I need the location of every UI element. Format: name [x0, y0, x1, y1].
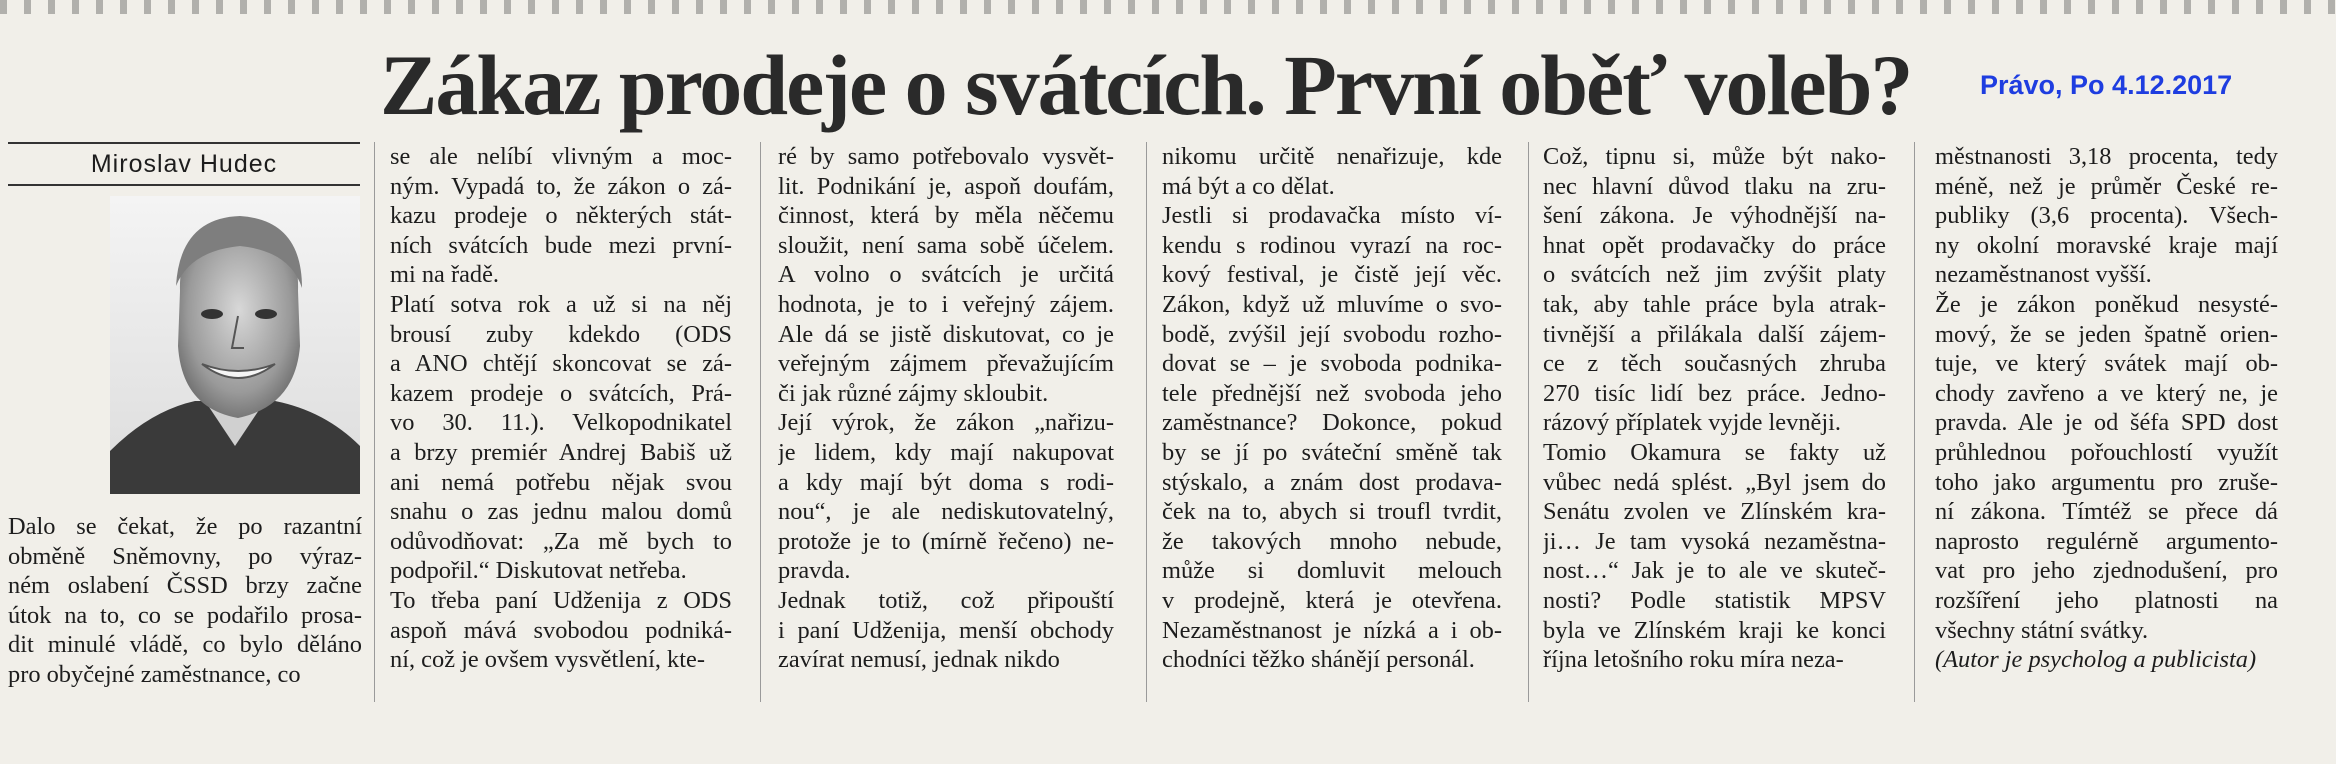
article-column-2: [390, 142, 732, 675]
column-divider: [1146, 142, 1147, 702]
text-line: A volno o svátcích je určitá: [778, 261, 1114, 289]
text-line: tele přednější než svoboda jeho: [1162, 379, 1502, 407]
article-column-4: [1162, 142, 1502, 675]
text-line: vo 30. 11.). Velkopodnikatel: [390, 409, 732, 437]
text-line: veřejným zájmem převažujícím: [778, 350, 1114, 378]
text-line: méně, než je průměr České re-: [1935, 172, 2278, 200]
text-line: odůvodňovat: „Za mě bych to: [390, 527, 732, 555]
article-column-1: [8, 512, 362, 690]
text-line: nikomu určitě nenařizuje, kde: [1162, 143, 1502, 170]
text-line: dovat se – je svoboda podnika-: [1162, 350, 1502, 378]
text-line: byla ve Zlínském kraji ke konci: [1543, 616, 1886, 644]
text-line: Senátu zvolen ve Zlínském kra-: [1543, 498, 1886, 526]
text-line: Zákon, když už mluvíme o svo-: [1162, 290, 1502, 318]
text-line: ani nemá potřebu nějak svou: [390, 468, 732, 496]
text-line: útok na to, co se podařilo prosa-: [8, 601, 362, 629]
text-line: městnanosti 3,18 procenta, tedy: [1935, 143, 2278, 170]
headline: Zákaz prodeje o svátcích. První oběť voleb?: [380, 37, 1912, 133]
text-line: ce z těch současných zhruba: [1543, 350, 1886, 378]
text-line: pravda. Ale je od šéfa SPD dost: [1935, 409, 2278, 437]
text-line: chody zavřeno a ve který ne, je: [1935, 379, 2278, 407]
text-line: a brzy premiér Andrej Babiš už: [390, 438, 732, 466]
text-line: ji… Je tam vysoká nezaměstna-: [1543, 527, 1886, 555]
text-line: se ale nelíbí vlivným a moc-: [390, 143, 732, 170]
text-line: snahu o zas jednu malou domů: [390, 498, 732, 526]
text-line: Dalo se čekat, že po razantní: [8, 513, 362, 540]
text-line: hnat opět prodavačky do práce: [1543, 231, 1886, 259]
text-line: by se jí po sváteční směně tak: [1162, 438, 1502, 466]
text-line: podpořil.“ Diskutovat netřeba.: [390, 557, 687, 585]
text-line: může si domluvit melouch: [1162, 557, 1502, 585]
text-line: či jak různé zájmy skloubit.: [778, 379, 1049, 407]
text-line: ní zákona. Tímtéž se přece dá: [1935, 498, 2278, 526]
column-divider: [1914, 142, 1915, 702]
text-line: naprosto regulérně argumento-: [1935, 527, 2278, 555]
text-line: všechny státní svátky.: [1935, 616, 2149, 644]
text-line: října letošního roku míra neza-: [1543, 646, 1844, 674]
article-column-6: [1935, 142, 2278, 645]
text-line: lit. Podnikání je, aspoň doufám,: [778, 172, 1114, 200]
text-line: Jednak totiž, což připouští: [778, 586, 1114, 614]
text-line: ré by samo potřebovalo vysvět-: [778, 143, 1114, 170]
text-line: aspoň mává svobodou podniká-: [390, 616, 732, 644]
text-line: Ale dá se jistě diskutovat, co je: [778, 320, 1114, 348]
text-line: sloužit, není sama sobě účelem.: [778, 231, 1114, 259]
text-line: pro obyčejné zaměstnance, co: [8, 660, 301, 688]
text-line: a ANO chtějí skoncovat se zá-: [390, 350, 732, 378]
text-line: mový, že se jeden špatně orien-: [1935, 320, 2278, 348]
text-line: tak, aby tahle práce byla atrak-: [1543, 290, 1886, 318]
text-line: dit minulé vládě, co bylo děláno: [8, 631, 362, 659]
text-line: kový festival, je čistě její věc.: [1162, 261, 1502, 289]
column-divider: [760, 142, 761, 702]
text-line: pravda.: [778, 557, 851, 585]
text-line: 270 tisíc lidí bez práce. Jedno-: [1543, 379, 1886, 407]
text-line: stýskalo, a znám dost prodava-: [1162, 468, 1502, 496]
article-column-5: [1543, 142, 1886, 675]
text-line: průhlednou pořouchlostí využít: [1935, 438, 2278, 466]
text-line: tivnější a přilákala další zájem-: [1543, 320, 1886, 348]
text-line: vat pro jeho zjednodušení, pro: [1935, 557, 2278, 585]
text-line: brousí zuby kdekdo (ODS: [390, 320, 732, 348]
text-line: Že je zákon poněkud nesysté-: [1935, 290, 2278, 318]
column-divider: [374, 142, 375, 702]
text-line: Což, tipnu si, může být nako-: [1543, 143, 1886, 170]
author-name: Miroslav Hudec: [90, 150, 278, 178]
author-rule-bottom: [8, 184, 360, 186]
text-line: ném oslabení ČSSD brzy začne: [8, 572, 362, 600]
author-photo: [110, 196, 360, 494]
text-line: ným. Vypadá to, že zákon o zá-: [390, 172, 732, 200]
text-line: ček na to, abych si troufl tvrdit,: [1162, 498, 1502, 526]
text-line: a kdy mají být doma s rodi-: [778, 468, 1114, 496]
text-line: kendu s rodinou vyrazí na roc-: [1162, 231, 1502, 259]
author-rule-top: [8, 142, 360, 144]
text-line: toho jako argumentu pro zruše-: [1935, 468, 2278, 496]
text-line: v prodejně, která je otevřena.: [1162, 586, 1502, 614]
text-line: nec hlavní důvod tlaku na zru-: [1543, 172, 1886, 200]
text-line: zaměstnance? Dokonce, pokud: [1162, 409, 1502, 437]
text-line: činnost, která by měla něčemu: [778, 202, 1114, 230]
column-divider: [1528, 142, 1529, 702]
text-line: rozšíření jeho platnosti na: [1935, 586, 2278, 614]
text-line: že takových mnoho nebude,: [1162, 527, 1502, 555]
text-line: Jestli si prodavačka místo ví-: [1162, 202, 1502, 230]
text-line: Platí sotva rok a už si na něj: [390, 290, 732, 318]
text-line: kazem prodeje o svátcích, Prá-: [390, 379, 732, 407]
text-line: protože je to (mírně řečeno) ne-: [778, 527, 1114, 555]
text-line: hodnota, je to i veřejný zájem.: [778, 290, 1114, 318]
text-line: tuje, ve který svátek mají ob-: [1935, 350, 2278, 378]
text-line: chodníci těžko shánějí personál.: [1162, 646, 1475, 674]
source-label: Právo, Po 4.12.2017: [1980, 70, 2233, 100]
text-line: zavírat nemusí, jednak nikdo: [778, 646, 1060, 674]
text-line: ní, což je ovšem vysvětlení, kte-: [390, 646, 705, 674]
text-line: má být a co dělat.: [1162, 172, 1335, 200]
text-line: Tomio Okamura se fakty už: [1543, 438, 1886, 466]
text-line: nou“, je ale nediskutovatelný,: [778, 498, 1114, 526]
text-line: mi na řadě.: [390, 261, 500, 289]
text-line: Její výrok, že zákon „nařizu-: [778, 409, 1114, 437]
text-line: ních svátcích bude mezi první-: [390, 231, 732, 259]
text-line: kazu prodeje o některých stát-: [390, 202, 732, 230]
text-line: i paní Udženija, menší obchody: [778, 616, 1114, 644]
text-line: nezaměstnanost vyšší.: [1935, 261, 2152, 289]
text-line: publiky (3,6 procenta). Všech-: [1935, 202, 2278, 230]
text-line: bodě, zvýšil její svobodu rozho-: [1162, 320, 1502, 348]
text-line: o svátcích než jim zvýšit platy: [1543, 261, 1886, 289]
text-line: To třeba paní Udženija z ODS: [390, 586, 732, 614]
author-signoff: (Autor je psycholog a publicista): [1935, 646, 2257, 673]
text-line: obměně Sněmovny, po výraz-: [8, 542, 362, 570]
text-line: ny okolní moravské kraje mají: [1935, 231, 2278, 259]
text-line: šení zákona. Je výhodnější na-: [1543, 202, 1886, 230]
signoff-block: [1935, 645, 2278, 675]
top-ornament: [0, 0, 2336, 14]
text-line: Nezaměstnanost je nízká a i ob-: [1162, 616, 1502, 644]
text-line: nost…“ Jak je to ale ve skuteč-: [1543, 557, 1886, 585]
text-line: rázový příplatek vyjde levněji.: [1543, 409, 1841, 437]
text-line: vůbec nedá splést. „Byl jsem do: [1543, 468, 1886, 496]
text-line: je lidem, kdy mají nakupovat: [778, 438, 1114, 466]
article-column-3: [778, 142, 1114, 675]
text-line: nosti? Podle statistik MPSV: [1543, 586, 1886, 614]
